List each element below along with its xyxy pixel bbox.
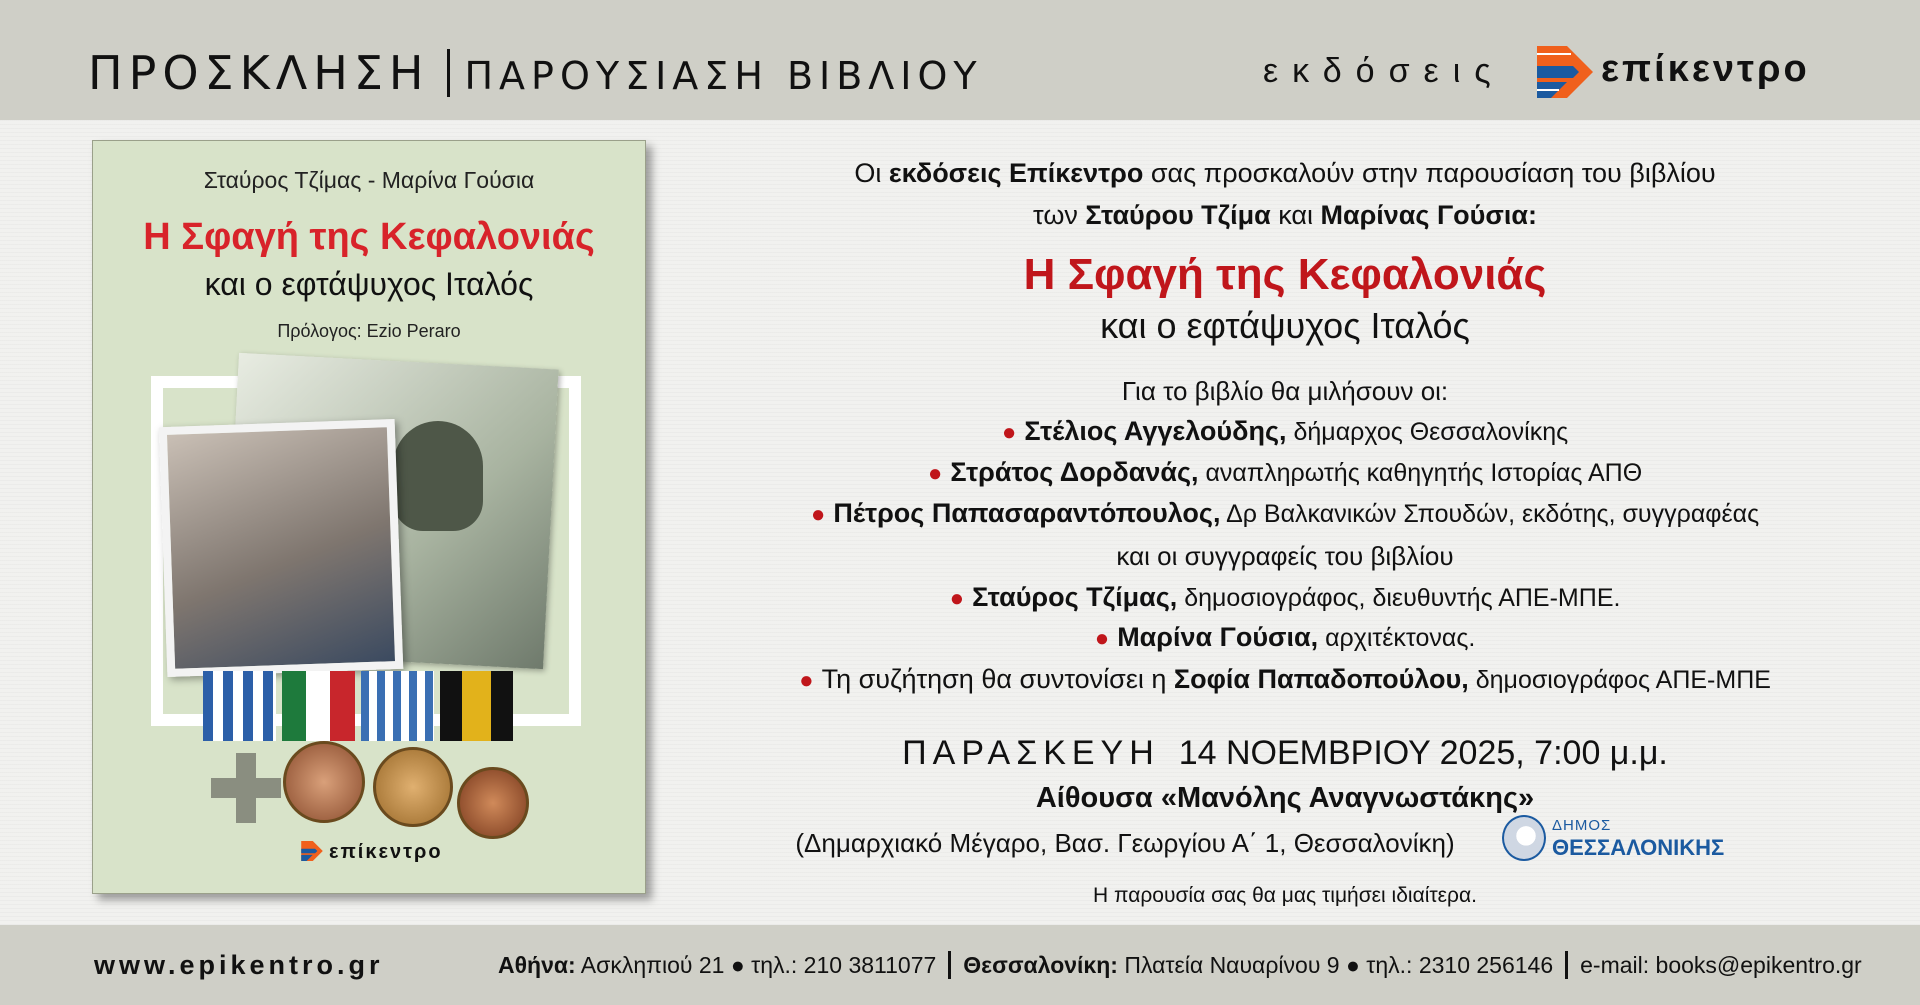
speaker-line: ● Πέτρος Παπασαραντόπουλος, Δρ Βαλκανικών Σπουδών, εκδότης, συγγραφέας — [810, 498, 1760, 528]
event-address: (Δημαρχιακό Μέγαρο, Βασ. Γεωργίου Α΄ 1, Θεσσαλονίκη) — [795, 828, 1455, 858]
brand-name: επίκεντρο — [1601, 48, 1810, 90]
header-subtitle: ΠΑΡΟΥΣΙΑΣΗ ΒΙΒΛΙΟΥ — [464, 54, 983, 98]
cover-prologue: Πρόλογος: Ezio Peraro — [277, 321, 461, 341]
footer-website-link[interactable]: www.epikentro.gr — [94, 950, 384, 980]
footer-contacts: Αθήνα: Ασκληπιού 21 ● τηλ.: 210 3811077 Θεσσαλονίκη: Πλατεία Ναυαρίνου 9 ● τηλ.: 2310 256146 e-mail: books@epikentro.gr — [498, 952, 1862, 978]
epikentro-logo-icon — [1537, 46, 1593, 98]
speakers-heading: Για το βιβλίο θα μιλήσουν οι: — [1121, 376, 1449, 406]
intro-line-2: των Σταύρου Τζίμα και Μαρίνας Γούσια: — [1033, 200, 1537, 230]
cover-soldier-figure — [393, 421, 483, 531]
cover-medal-2 — [373, 747, 453, 827]
cover-medal-cross — [211, 753, 281, 823]
header-title: ΠΡΟΣΚΛΗΣΗ — [88, 46, 430, 100]
author-line: ● Σταύρος Τζίμας, δημοσιογράφος, διευθυντής ΑΠΕ-ΜΠΕ. — [949, 582, 1621, 612]
cover-logo-icon — [301, 841, 323, 861]
header-heading — [88, 46, 983, 100]
intro-line-1: Οι εκδόσεις Επίκεντρο σας προσκαλούν στην παρουσίαση του βιβλίου — [854, 158, 1716, 188]
brand-prefix: εκδόσεις — [1263, 52, 1505, 90]
event-datetime: ΠΑΡΑΣΚΕΥΗ 14 ΝΟΕΜΒΡΙΟΥ 2025, 7:00 μ.μ. — [902, 734, 1668, 772]
book-cover — [92, 140, 646, 894]
cover-publisher — [301, 841, 443, 864]
cover-publisher-name: επίκεντρο — [329, 841, 443, 863]
footer-bar — [0, 925, 1920, 1005]
speaker-line: ● Στράτος Δορδανάς, αναπληρωτής καθηγητής Ιστορίας ΑΠΘ — [927, 457, 1643, 487]
authors-heading: και οι συγγραφείς του βιβλίου — [1116, 541, 1454, 571]
event-hall: Αίθουσα «Μανόλης Αναγνωστάκης» — [1035, 782, 1535, 814]
cover-subtitle: και ο εφτάψυχος Ιταλός — [204, 266, 534, 302]
closing-note: Η παρουσία σας θα μας τιμήσει ιδιαίτερα. — [1093, 884, 1477, 907]
cover-medal-3 — [457, 767, 529, 839]
cover-medal-1 — [283, 741, 365, 823]
cover-medal-ribbons — [203, 671, 513, 741]
header-divider — [447, 49, 450, 97]
book-subtitle: και ο εφτάψυχος Ιταλός — [1100, 305, 1470, 346]
municipality-head-icon — [1502, 815, 1546, 861]
cover-photo-old-man — [159, 419, 404, 677]
moderator-line: ● Τη συζήτηση θα συντονίσει η Σοφία Παπαδοπούλου, δημοσιογράφος ΑΠΕ-ΜΠΕ — [799, 664, 1771, 694]
cover-authors: Σταύρος Τζίμας - Μαρίνα Γούσια — [203, 167, 535, 193]
header-bar — [0, 0, 1920, 120]
footer-email-link[interactable]: e-mail: books@epikentro.gr — [1580, 952, 1862, 978]
speaker-line: ● Στέλιος Αγγελούδης, δήμαρχος Θεσσαλονίκης — [1001, 416, 1569, 446]
cover-title: Η Σφαγή της Κεφαλονιάς — [143, 216, 595, 258]
author-line: ● Μαρίνα Γούσια, αρχιτέκτονας. — [1094, 622, 1476, 652]
book-title: Η Σφαγή της Κεφαλονιάς — [1023, 250, 1547, 299]
municipality-logo: ΔΗΜΟΣ ΘΕΣΣΑΛΟΝΙΚΗΣ — [1502, 815, 1742, 867]
